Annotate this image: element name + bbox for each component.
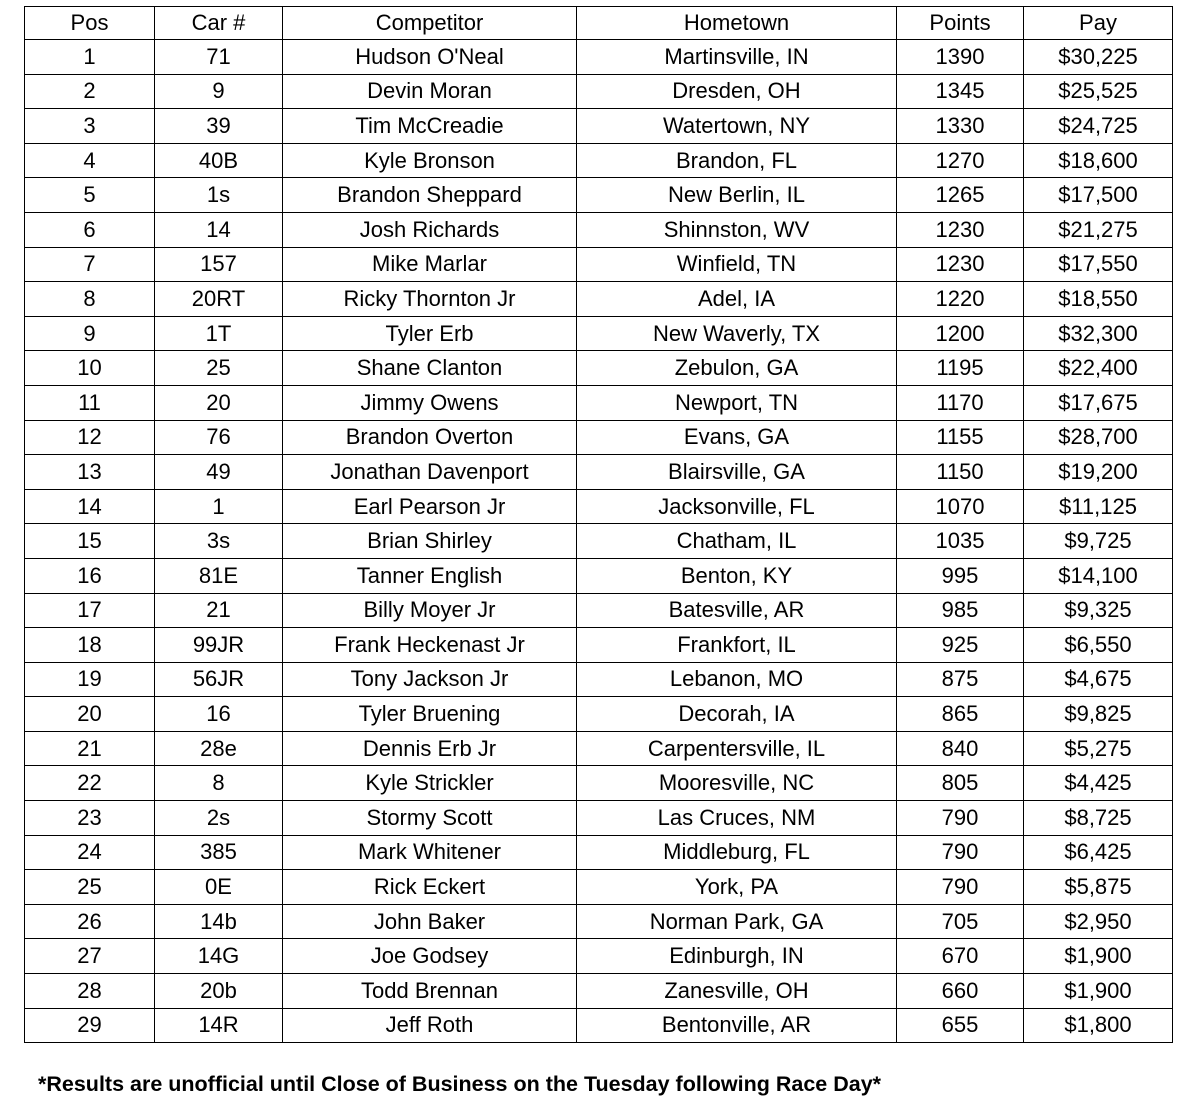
hometown-cell: Watertown, NY [577, 109, 897, 144]
points-cell: 790 [897, 835, 1024, 870]
table-row [25, 904, 1173, 939]
car-number-cell: 1T [155, 316, 283, 351]
hometown-cell: Zebulon, GA [577, 351, 897, 386]
points-cell: 1330 [897, 109, 1024, 144]
car-number-cell: 2s [155, 801, 283, 836]
competitor-cell: Brandon Sheppard [283, 178, 577, 213]
pay-cell: $5,875 [1024, 870, 1173, 905]
table-row [25, 40, 1173, 75]
table-body [25, 40, 1173, 1043]
car-number-cell: 385 [155, 835, 283, 870]
points-cell: 1390 [897, 40, 1024, 75]
car-number-cell: 20RT [155, 282, 283, 317]
car-number-cell: 39 [155, 109, 283, 144]
pos-cell: 17 [25, 593, 155, 628]
pos-cell: 12 [25, 420, 155, 455]
competitor-cell: Tim McCreadie [283, 109, 577, 144]
competitor-cell: Ricky Thornton Jr [283, 282, 577, 317]
car-number-cell: 76 [155, 420, 283, 455]
hometown-cell: Newport, TN [577, 385, 897, 420]
table-row [25, 143, 1173, 178]
hometown-cell: Decorah, IA [577, 697, 897, 732]
competitor-cell: Tanner English [283, 558, 577, 593]
table-row [25, 420, 1173, 455]
car-number-cell: 16 [155, 697, 283, 732]
points-cell: 865 [897, 697, 1024, 732]
pay-cell: $22,400 [1024, 351, 1173, 386]
pay-cell: $19,200 [1024, 455, 1173, 490]
pay-cell: $2,950 [1024, 904, 1173, 939]
points-cell: 790 [897, 801, 1024, 836]
competitor-cell: Tony Jackson Jr [283, 662, 577, 697]
table-header-row [25, 7, 1173, 40]
pos-cell: 20 [25, 697, 155, 732]
car-number-cell: 28e [155, 731, 283, 766]
car-number-cell: 9 [155, 74, 283, 109]
competitor-cell: Mike Marlar [283, 247, 577, 282]
table-row [25, 109, 1173, 144]
pos-cell: 29 [25, 1008, 155, 1043]
table-row [25, 974, 1173, 1009]
pay-cell: $18,600 [1024, 143, 1173, 178]
pay-cell: $6,425 [1024, 835, 1173, 870]
competitor-cell: Todd Brennan [283, 974, 577, 1009]
column-header-hometown: Hometown [577, 7, 897, 40]
hometown-cell: Martinsville, IN [577, 40, 897, 75]
car-number-cell: 14 [155, 212, 283, 247]
pos-cell: 22 [25, 766, 155, 801]
pay-cell: $9,725 [1024, 524, 1173, 559]
car-number-cell: 56JR [155, 662, 283, 697]
car-number-cell: 25 [155, 351, 283, 386]
points-cell: 1230 [897, 247, 1024, 282]
points-cell: 655 [897, 1008, 1024, 1043]
car-number-cell: 20b [155, 974, 283, 1009]
car-number-cell: 14b [155, 904, 283, 939]
table-row [25, 524, 1173, 559]
pos-cell: 4 [25, 143, 155, 178]
hometown-cell: Benton, KY [577, 558, 897, 593]
pay-cell: $1,900 [1024, 974, 1173, 1009]
pay-cell: $30,225 [1024, 40, 1173, 75]
hometown-cell: York, PA [577, 870, 897, 905]
pos-cell: 27 [25, 939, 155, 974]
table-row [25, 628, 1173, 663]
car-number-cell: 0E [155, 870, 283, 905]
hometown-cell: Adel, IA [577, 282, 897, 317]
hometown-cell: Middleburg, FL [577, 835, 897, 870]
car-number-cell: 14R [155, 1008, 283, 1043]
car-number-cell: 81E [155, 558, 283, 593]
points-cell: 660 [897, 974, 1024, 1009]
points-cell: 840 [897, 731, 1024, 766]
hometown-cell: Blairsville, GA [577, 455, 897, 490]
pay-cell: $17,500 [1024, 178, 1173, 213]
table-row [25, 731, 1173, 766]
pos-cell: 25 [25, 870, 155, 905]
points-cell: 1035 [897, 524, 1024, 559]
table-row [25, 489, 1173, 524]
competitor-cell: Hudson O'Neal [283, 40, 577, 75]
pay-cell: $4,675 [1024, 662, 1173, 697]
pos-cell: 5 [25, 178, 155, 213]
competitor-cell: Devin Moran [283, 74, 577, 109]
car-number-cell: 1 [155, 489, 283, 524]
car-number-cell: 49 [155, 455, 283, 490]
car-number-cell: 14G [155, 939, 283, 974]
points-cell: 925 [897, 628, 1024, 663]
table-row [25, 662, 1173, 697]
column-header-points: Points [897, 7, 1024, 40]
table-row [25, 1008, 1173, 1043]
points-cell: 1170 [897, 385, 1024, 420]
table-row [25, 766, 1173, 801]
car-number-cell: 157 [155, 247, 283, 282]
hometown-cell: Brandon, FL [577, 143, 897, 178]
pos-cell: 10 [25, 351, 155, 386]
pos-cell: 6 [25, 212, 155, 247]
points-cell: 790 [897, 870, 1024, 905]
hometown-cell: Frankfort, IL [577, 628, 897, 663]
pay-cell: $18,550 [1024, 282, 1173, 317]
car-number-cell: 8 [155, 766, 283, 801]
hometown-cell: Zanesville, OH [577, 974, 897, 1009]
pos-cell: 28 [25, 974, 155, 1009]
points-cell: 1070 [897, 489, 1024, 524]
pos-cell: 3 [25, 109, 155, 144]
table-row [25, 835, 1173, 870]
points-cell: 1155 [897, 420, 1024, 455]
pos-cell: 21 [25, 731, 155, 766]
hometown-cell: Las Cruces, NM [577, 801, 897, 836]
pay-cell: $17,550 [1024, 247, 1173, 282]
competitor-cell: Earl Pearson Jr [283, 489, 577, 524]
points-cell: 1345 [897, 74, 1024, 109]
competitor-cell: Brian Shirley [283, 524, 577, 559]
pos-cell: 15 [25, 524, 155, 559]
pay-cell: $9,825 [1024, 697, 1173, 732]
pos-cell: 7 [25, 247, 155, 282]
table-row [25, 801, 1173, 836]
pay-cell: $17,675 [1024, 385, 1173, 420]
table-row [25, 870, 1173, 905]
competitor-cell: Stormy Scott [283, 801, 577, 836]
hometown-cell: Dresden, OH [577, 74, 897, 109]
pay-cell: $1,800 [1024, 1008, 1173, 1043]
column-header-car-number: Car # [155, 7, 283, 40]
competitor-cell: John Baker [283, 904, 577, 939]
competitor-cell: Jimmy Owens [283, 385, 577, 420]
competitor-cell: Kyle Bronson [283, 143, 577, 178]
pos-cell: 1 [25, 40, 155, 75]
points-cell: 1230 [897, 212, 1024, 247]
hometown-cell: Winfield, TN [577, 247, 897, 282]
points-cell: 805 [897, 766, 1024, 801]
competitor-cell: Dennis Erb Jr [283, 731, 577, 766]
pos-cell: 11 [25, 385, 155, 420]
table-row [25, 697, 1173, 732]
car-number-cell: 3s [155, 524, 283, 559]
car-number-cell: 99JR [155, 628, 283, 663]
competitor-cell: Shane Clanton [283, 351, 577, 386]
pos-cell: 9 [25, 316, 155, 351]
points-cell: 1195 [897, 351, 1024, 386]
car-number-cell: 20 [155, 385, 283, 420]
pos-cell: 2 [25, 74, 155, 109]
competitor-cell: Joe Godsey [283, 939, 577, 974]
pos-cell: 23 [25, 801, 155, 836]
pay-cell: $14,100 [1024, 558, 1173, 593]
table-row [25, 212, 1173, 247]
competitor-cell: Tyler Erb [283, 316, 577, 351]
table-row [25, 74, 1173, 109]
competitor-cell: Kyle Strickler [283, 766, 577, 801]
competitor-cell: Brandon Overton [283, 420, 577, 455]
points-cell: 705 [897, 904, 1024, 939]
competitor-cell: Tyler Bruening [283, 697, 577, 732]
car-number-cell: 1s [155, 178, 283, 213]
table-row [25, 593, 1173, 628]
table-row [25, 178, 1173, 213]
hometown-cell: Jacksonville, FL [577, 489, 897, 524]
pos-cell: 13 [25, 455, 155, 490]
hometown-cell: Mooresville, NC [577, 766, 897, 801]
pos-cell: 26 [25, 904, 155, 939]
table-row [25, 455, 1173, 490]
table-row [25, 247, 1173, 282]
points-cell: 1150 [897, 455, 1024, 490]
hometown-cell: New Waverly, TX [577, 316, 897, 351]
column-header-pos: Pos [25, 7, 155, 40]
table-row [25, 282, 1173, 317]
hometown-cell: Edinburgh, IN [577, 939, 897, 974]
pay-cell: $5,275 [1024, 731, 1173, 766]
points-cell: 1220 [897, 282, 1024, 317]
pay-cell: $24,725 [1024, 109, 1173, 144]
pos-cell: 16 [25, 558, 155, 593]
standings-table [24, 6, 1173, 1043]
hometown-cell: Norman Park, GA [577, 904, 897, 939]
pay-cell: $32,300 [1024, 316, 1173, 351]
table-row [25, 385, 1173, 420]
pay-cell: $28,700 [1024, 420, 1173, 455]
pay-cell: $1,900 [1024, 939, 1173, 974]
pay-cell: $11,125 [1024, 489, 1173, 524]
table-row [25, 558, 1173, 593]
points-cell: 1270 [897, 143, 1024, 178]
points-cell: 670 [897, 939, 1024, 974]
competitor-cell: Frank Heckenast Jr [283, 628, 577, 663]
pos-cell: 19 [25, 662, 155, 697]
competitor-cell: Josh Richards [283, 212, 577, 247]
results-footnote: *Results are unofficial until Close of Business on the Tuesday following Race Day* [38, 1072, 882, 1096]
hometown-cell: Shinnston, WV [577, 212, 897, 247]
pay-cell: $21,275 [1024, 212, 1173, 247]
table-row [25, 939, 1173, 974]
points-cell: 1200 [897, 316, 1024, 351]
points-cell: 995 [897, 558, 1024, 593]
car-number-cell: 40B [155, 143, 283, 178]
points-cell: 1265 [897, 178, 1024, 213]
table-row [25, 316, 1173, 351]
competitor-cell: Jonathan Davenport [283, 455, 577, 490]
pos-cell: 24 [25, 835, 155, 870]
column-header-competitor: Competitor [283, 7, 577, 40]
hometown-cell: Chatham, IL [577, 524, 897, 559]
points-cell: 875 [897, 662, 1024, 697]
pay-cell: $25,525 [1024, 74, 1173, 109]
pay-cell: $6,550 [1024, 628, 1173, 663]
car-number-cell: 71 [155, 40, 283, 75]
hometown-cell: Lebanon, MO [577, 662, 897, 697]
competitor-cell: Rick Eckert [283, 870, 577, 905]
pay-cell: $8,725 [1024, 801, 1173, 836]
column-header-pay: Pay [1024, 7, 1173, 40]
pos-cell: 18 [25, 628, 155, 663]
hometown-cell: Carpentersville, IL [577, 731, 897, 766]
pos-cell: 14 [25, 489, 155, 524]
competitor-cell: Jeff Roth [283, 1008, 577, 1043]
pay-cell: $4,425 [1024, 766, 1173, 801]
points-cell: 985 [897, 593, 1024, 628]
hometown-cell: Batesville, AR [577, 593, 897, 628]
pos-cell: 8 [25, 282, 155, 317]
hometown-cell: Evans, GA [577, 420, 897, 455]
hometown-cell: Bentonville, AR [577, 1008, 897, 1043]
table-row [25, 351, 1173, 386]
car-number-cell: 21 [155, 593, 283, 628]
competitor-cell: Billy Moyer Jr [283, 593, 577, 628]
pay-cell: $9,325 [1024, 593, 1173, 628]
competitor-cell: Mark Whitener [283, 835, 577, 870]
hometown-cell: New Berlin, IL [577, 178, 897, 213]
